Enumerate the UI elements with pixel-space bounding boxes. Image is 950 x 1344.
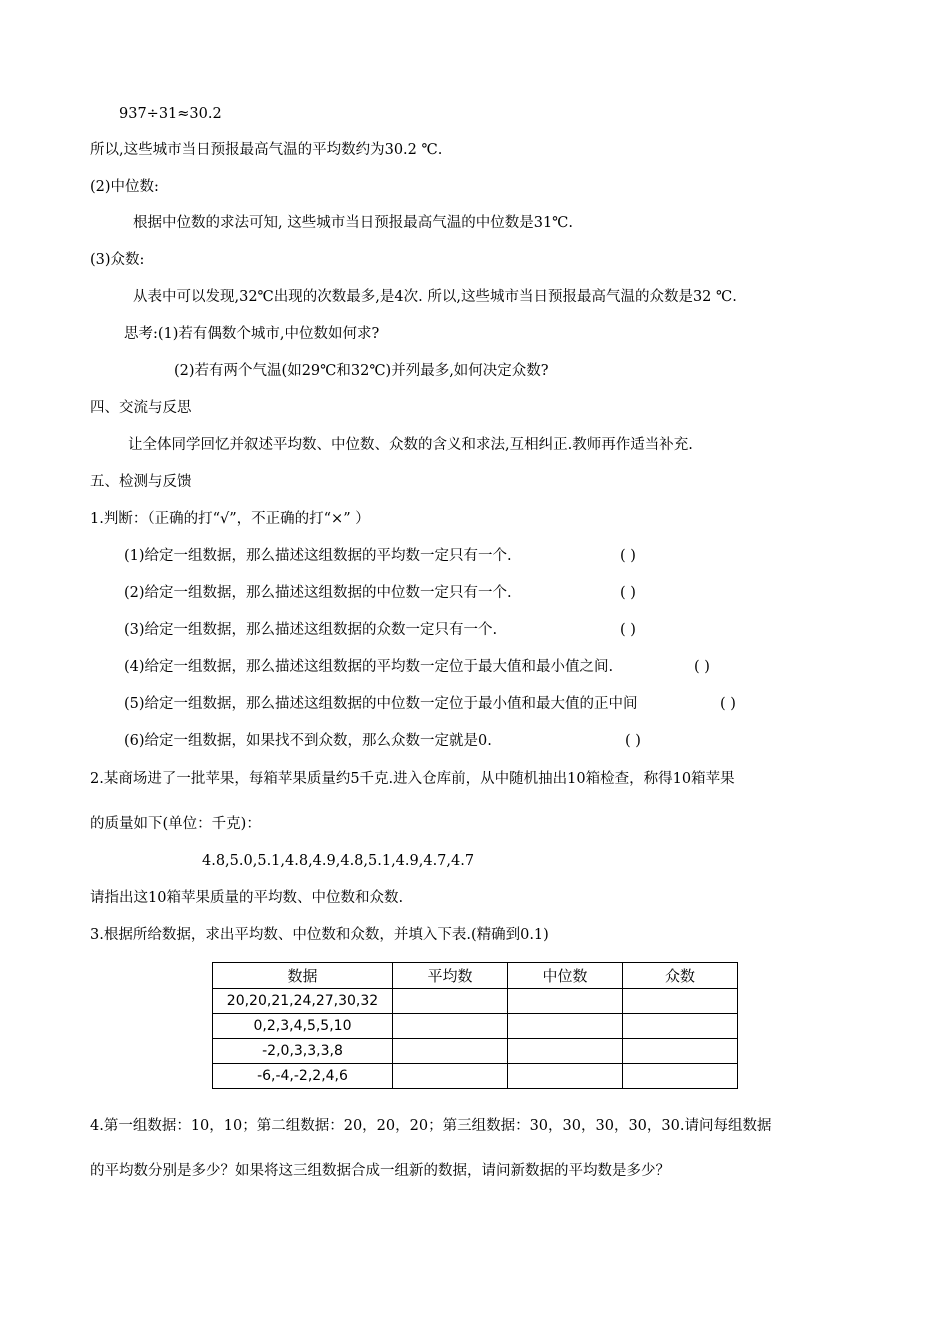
judge-item-5: (5)给定一组数据，那么描述这组数据的中位数一定位于最小值和最大值的正中间 xyxy=(124,696,638,712)
line-think-1: 思考:(1)若有偶数个城市,中位数如何求? xyxy=(124,326,380,342)
table-row xyxy=(213,1064,738,1089)
cell-median[interactable] xyxy=(508,989,623,1014)
judge-item-3: (3)给定一组数据，那么描述这组数据的众数一定只有一个. xyxy=(124,622,498,638)
line-median-heading: (2)中位数: xyxy=(90,179,159,195)
cell-mode[interactable] xyxy=(623,1014,738,1039)
answer-blank-5[interactable]: ( ) xyxy=(720,696,736,712)
answer-blank-2[interactable]: ( ) xyxy=(620,585,636,601)
judge-item-1: (1)给定一组数据，那么描述这组数据的平均数一定只有一个. xyxy=(124,548,512,564)
answer-blank-1[interactable]: ( ) xyxy=(620,548,636,564)
line-calc: 937÷31≈30.2 xyxy=(119,106,222,122)
cell-median[interactable] xyxy=(508,1064,623,1089)
question-4-stem-cont: 的平均数分别是多少？如果将这三组数据合成一组新的数据，请问新数据的平均数是多少？ xyxy=(90,1163,670,1179)
header-median: 中位数 xyxy=(508,963,623,989)
table-header-row xyxy=(213,963,738,989)
cell-mean[interactable] xyxy=(393,1039,508,1064)
line-think-2: (2)若有两个气温(如29℃和32℃)并列最多,如何决定众数? xyxy=(174,363,549,379)
cell-mean[interactable] xyxy=(393,1014,508,1039)
cell-median[interactable] xyxy=(508,1014,623,1039)
answer-blank-6[interactable]: ( ) xyxy=(625,733,641,749)
table-row xyxy=(213,1014,738,1039)
row-data: 20,20,21,24,27,30,32 xyxy=(213,989,393,1014)
cell-mode[interactable] xyxy=(623,1039,738,1064)
stats-table xyxy=(212,962,738,1089)
question-2-stem: 2.某商场进了一批苹果，每箱苹果质量约5千克.进入仓库前，从中随机抽出10箱检查，称得10箱苹果 xyxy=(90,771,735,787)
cell-mean[interactable] xyxy=(393,1064,508,1089)
line-median-result: 根据中位数的求法可知, 这些城市当日预报最高气温的中位数是31℃. xyxy=(133,215,573,231)
row-data: -2,0,3,3,3,8 xyxy=(213,1039,393,1064)
line-reflection: 让全体同学回忆并叙述平均数、中位数、众数的含义和求法,互相纠正.教师再作适当补充. xyxy=(128,437,693,453)
cell-mean[interactable] xyxy=(393,989,508,1014)
cell-mode[interactable] xyxy=(623,989,738,1014)
cell-mode[interactable] xyxy=(623,1064,738,1089)
line-mode-result: 从表中可以发现,32℃出现的次数最多,是4次. 所以,这些城市当日预报最高气温的众数是32 ℃. xyxy=(133,289,737,305)
question-1-stem: 1.判断：（正确的打“√”，不正确的打“×” ） xyxy=(90,511,370,527)
table-row xyxy=(213,1039,738,1064)
header-data: 数据 xyxy=(213,963,393,989)
line-mode-heading: (3)众数: xyxy=(90,252,145,268)
question-2-ask: 请指出这10箱苹果质量的平均数、中位数和众数. xyxy=(90,890,404,906)
row-data: 0,2,3,4,5,5,10 xyxy=(213,1014,393,1039)
section-heading-5: 五、检测与反馈 xyxy=(90,474,192,490)
answer-blank-3[interactable]: ( ) xyxy=(620,622,636,638)
row-data: -6,-4,-2,2,4,6 xyxy=(213,1064,393,1089)
header-mode: 众数 xyxy=(623,963,738,989)
judge-item-6: (6)给定一组数据，如果找不到众数，那么众数一定就是0. xyxy=(124,733,492,749)
question-4-stem: 4.第一组数据：10，10；第二组数据：20，20，20；第三组数据：30，30，30，30，30.请问每组数据 xyxy=(90,1118,772,1134)
judge-item-2: (2)给定一组数据，那么描述这组数据的中位数一定只有一个. xyxy=(124,585,512,601)
header-mean: 平均数 xyxy=(393,963,508,989)
answer-blank-4[interactable]: ( ) xyxy=(694,659,710,675)
section-heading-4: 四、交流与反思 xyxy=(90,400,192,416)
line-mean-result: 所以,这些城市当日预报最高气温的平均数约为30.2 ℃. xyxy=(90,142,443,158)
question-2-stem-cont: 的质量如下(单位：千克)： xyxy=(90,816,261,832)
table-row xyxy=(213,989,738,1014)
apple-weights: 4.8,5.0,5.1,4.8,4.9,4.8,5.1,4.9,4.7,4.7 xyxy=(202,853,475,869)
judge-item-4: (4)给定一组数据，那么描述这组数据的平均数一定位于最大值和最小值之间. xyxy=(124,659,614,675)
cell-median[interactable] xyxy=(508,1039,623,1064)
question-3-stem: 3.根据所给数据，求出平均数、中位数和众数，并填入下表.(精确到0.1) xyxy=(90,927,549,943)
